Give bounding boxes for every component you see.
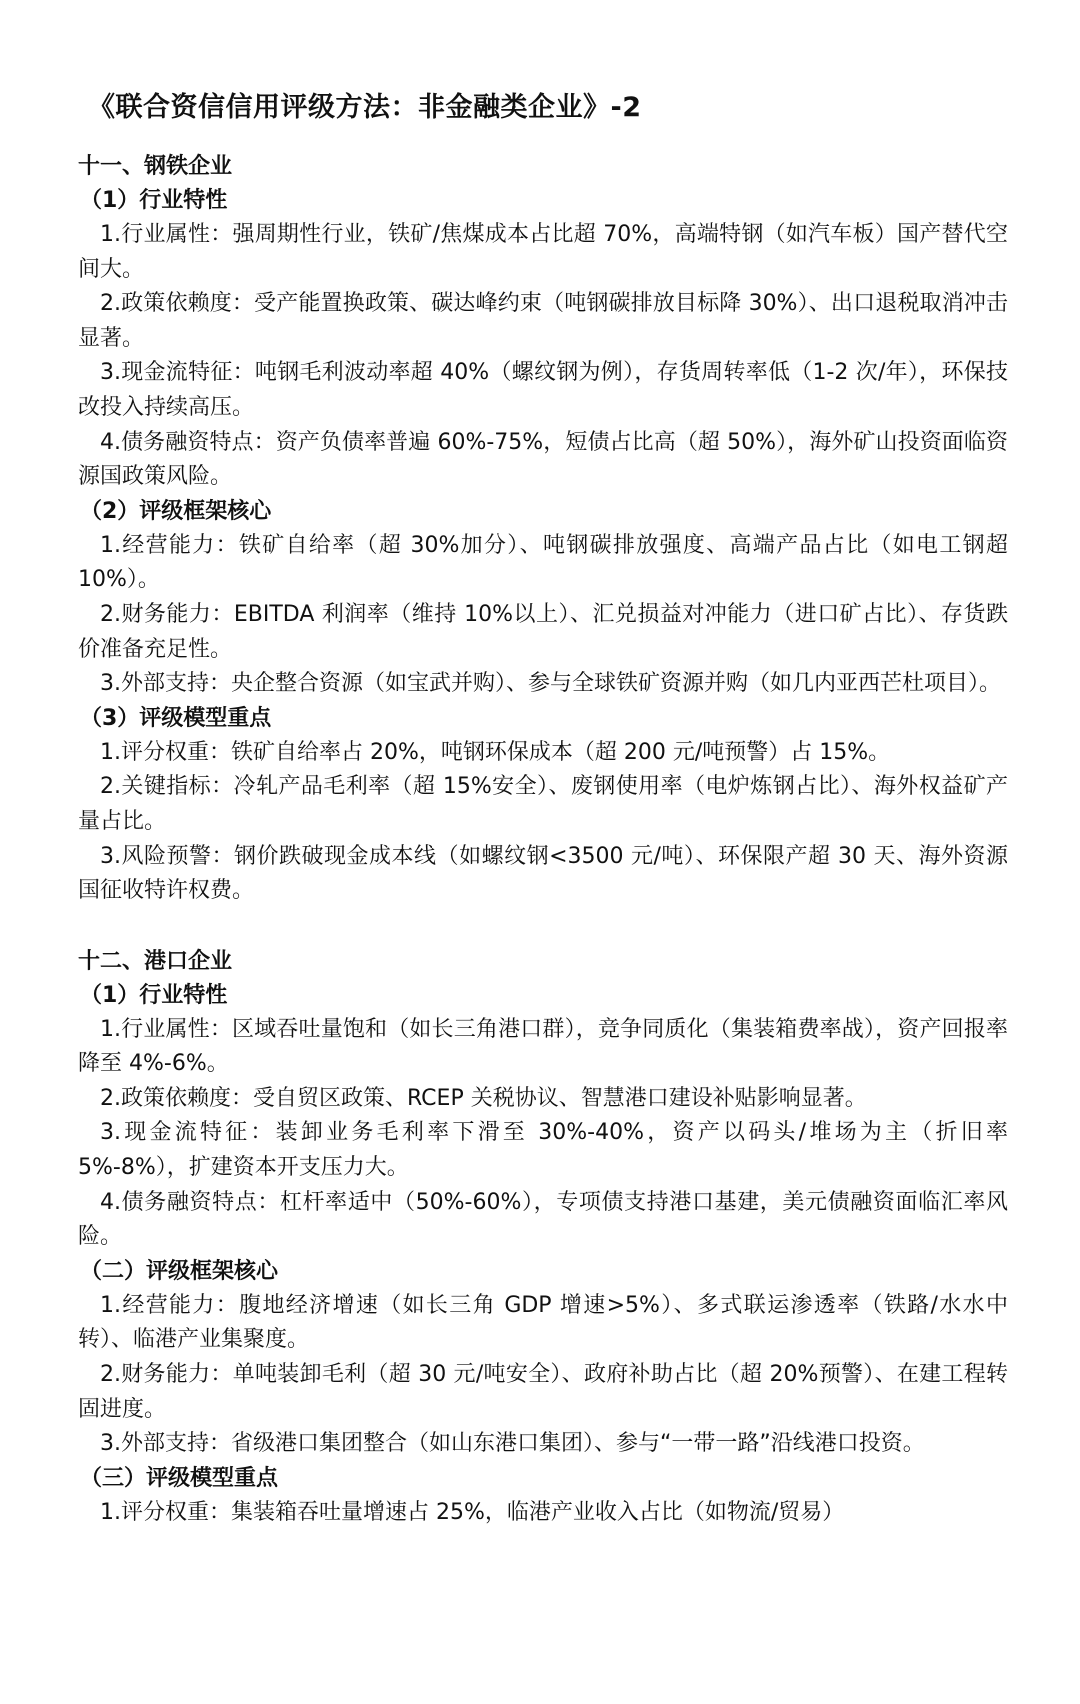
list-item: 1.评分权重：铁矿自给率占 20%，吨钢环保成本（超 200 元/吨预警）占 15%。 [100,739,891,765]
list-item: 3.现金流特征：装卸业务毛利率下滑至 30%-40%，资产以码头/堆场为主（折旧率 5%-8%），扩建资本开支压力大。 [78,1120,1008,1181]
list-item: 1.评分权重：集装箱吞吐量增速占 25%，临港产业收入占比（如物流/贸易） [100,1499,845,1525]
list-item: 4.债务融资特点：杠杆率适中（50%-60%），专项债支持港口基建，美元债融资面临汇率风险。 [78,1189,1008,1250]
sub-heading: （1）行业特性 [80,982,228,1008]
sub-heading: （三）评级模型重点 [80,1465,279,1491]
section-steel [78,150,1008,909]
document-title: 《联合资信信用评级方法：非金融类企业》-2 [88,92,642,123]
section-heading: 十二、港口企业 [78,948,233,974]
list-item: 1.经营能力：腹地经济增速（如长三角 GDP 增速>5%）、多式联运渗透率（铁路/水水中转）、临港产业集聚度。 [78,1292,1008,1353]
list-item: 2.财务能力：单吨装卸毛利（超 30 元/吨安全）、政府补助占比（超 20%预警）、在建工程转固进度。 [78,1362,1008,1422]
section-port [78,945,1008,1531]
list-item: 3.外部支持：央企整合资源（如宝武并购）、参与全球铁矿资源并购（如几内亚西芒杜项目）。 [100,671,1001,697]
sub-heading: （3）评级模型重点 [80,705,272,731]
sub-heading: （二）评级框架核心 [80,1258,279,1284]
list-item: 1.行业属性：区域吞吐量饱和（如长三角港口群），竞争同质化（集装箱费率战），资产回报率降至 4%-6%。 [78,1016,1008,1077]
list-item: 3.风险预警：钢价跌破现金成本线（如螺纹钢<3500 元/吨）、环保限产超 30 天、海外资源国征收特许权费。 [78,843,1008,904]
sub-heading: （1）行业特性 [80,188,228,213]
list-item: 3.现金流特征：吨钢毛利波动率超 40%（螺纹钢为例），存货周转率低（1-2 次/年），环保技改投入持续高压。 [78,360,1008,420]
list-item: 4.债务融资特点：资产负债率普遍 60%-75%，短债占比高（超 50%），海外矿山投资面临资源国政策风险。 [78,429,1008,490]
sub-heading: （2）评级框架核心 [80,498,272,524]
list-item: 1.行业属性：强周期性行业，铁矿/焦煤成本占比超 70%，高端特钢（如汽车板）国产替代空间大。 [78,222,1008,282]
section-heading: 十一、钢铁企业 [78,154,233,179]
list-item: 2.政策依赖度：受产能置换政策、碳达峰约束（吨钢碳排放目标降 30%）、出口退税取消冲击显著。 [78,291,1008,351]
list-item: 2.政策依赖度：受自贸区政策、RCEP 关税协议、智慧港口建设补贴影响显著。 [100,1085,867,1111]
list-item: 2.财务能力：EBITDA 利润率（维持 10%以上）、汇兑损益对冲能力（进口矿占比）、存货跌价准备充足性。 [78,601,1008,662]
list-item: 3.外部支持：省级港口集团整合（如山东港口集团）、参与“一带一路”沿线港口投资。 [100,1431,925,1457]
list-item: 1.经营能力：铁矿自给率（超 30%加分）、吨钢碳排放强度、高端产品占比（如电工钢超 10%）。 [78,532,1008,593]
list-item: 2.关键指标：冷轧产品毛利率（超 15%安全）、废钢使用率（电炉炼钢占比）、海外权益矿产量占比。 [78,774,1008,834]
